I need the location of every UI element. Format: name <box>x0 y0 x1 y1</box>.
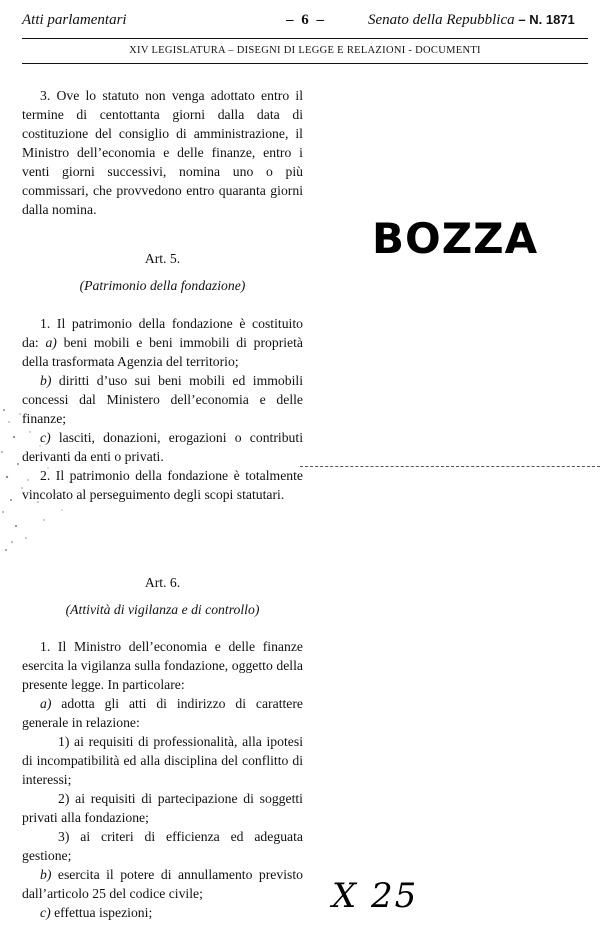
art6-a-label: a) <box>40 696 52 711</box>
art6-b-label: b) <box>40 867 52 882</box>
scan-noise <box>0 392 300 562</box>
art5-p1 <box>22 314 303 371</box>
article-6-body <box>22 637 303 922</box>
art5-c-label: c) <box>40 430 51 445</box>
article-5-subtitle-wrap <box>22 276 303 295</box>
page-number: – 6 – <box>286 12 326 28</box>
header-rule-bottom <box>22 63 588 64</box>
art6-a <box>22 694 303 732</box>
art5-b-label: b) <box>40 373 52 388</box>
art6-title: Art. 6. <box>144 575 181 590</box>
scan-line <box>300 466 600 467</box>
para-3-text: 3. Ove lo statuto non venga adottato entro il termine di centottanta giorni dalla data di costituzione del consiglio di amministrazione, il Ministro dell’economia e delle finanze, entro i venti giorni successivi, nomina uno o più commissari, che provvedono entro quaranta giorni dalla nomina. <box>22 88 303 217</box>
bozza-stamp: BOZZA <box>372 214 539 263</box>
handwritten-note: X 25 <box>332 876 419 916</box>
art6-n2: 2) ai requisiti di partecipazione di soggetti privati alla fondazione; <box>22 791 303 825</box>
art5-b-text: diritti d’uso sui beni mobili ed immobili concessi dal Ministero dell’economia e delle finanze; <box>22 373 303 426</box>
article-6-subtitle-wrap <box>22 600 303 619</box>
art6-p1: 1. Il Ministro dell’economia e delle finanze esercita la vigilanza sulla fondazione, oggetto della presente legge. In particolare: <box>22 639 303 692</box>
header-left: Atti parlamentari <box>22 12 127 28</box>
art5-subtitle: (Patrimonio della fondazione) <box>79 278 246 293</box>
header-subtitle: XIV LEGISLATURA – DISEGNI DI LEGGE E RELAZIONI - DOCUMENTI <box>129 45 481 56</box>
art6-a-text: adotta gli atti di indirizzo di carattere generale in relazione: <box>22 696 304 730</box>
art5-c-text: lasciti, donazioni, erogazioni o contributi derivanti da enti o privati. <box>22 430 303 464</box>
art6-b <box>22 865 303 903</box>
art5-p2: 2. Il patrimonio della fondazione è totalmente vincolato al perseguimento degli scopi statutari. <box>22 468 303 502</box>
paragraph-3 <box>22 86 303 219</box>
header-doc-number: – N. 1871 <box>518 12 575 27</box>
art6-c-text: effettua ispezioni; <box>54 905 153 920</box>
art5-a-text: beni mobili e beni immobili di proprietà della trasformata Agenzia del territorio; <box>22 335 304 369</box>
header-rule-top <box>22 38 588 39</box>
article-5 <box>22 249 303 268</box>
art6-c-label: c) <box>40 905 51 920</box>
art5-p1-text: 1. Il patrimonio della fondazione è costituito da: <box>22 316 303 350</box>
header-senate: Senato della Repubblica <box>368 12 515 28</box>
header-right <box>368 12 575 29</box>
art6-c <box>22 903 303 922</box>
art6-n3: 3) ai criteri di efficienza ed adeguata gestione; <box>22 829 303 863</box>
art5-title: Art. 5. <box>144 251 181 266</box>
art6-subtitle: (Attività di vigilanza e di controllo) <box>65 602 260 617</box>
article-6 <box>22 573 303 592</box>
art6-n1: 1) ai requisiti di professionalità, alla ipotesi di incompatibilità ed alla disciplina del conflitto di interessi; <box>22 734 303 787</box>
art5-a-label: a) <box>45 335 57 350</box>
art6-b-text: esercita il potere di annullamento previsto dall’articolo 25 del codice civile; <box>22 867 304 901</box>
